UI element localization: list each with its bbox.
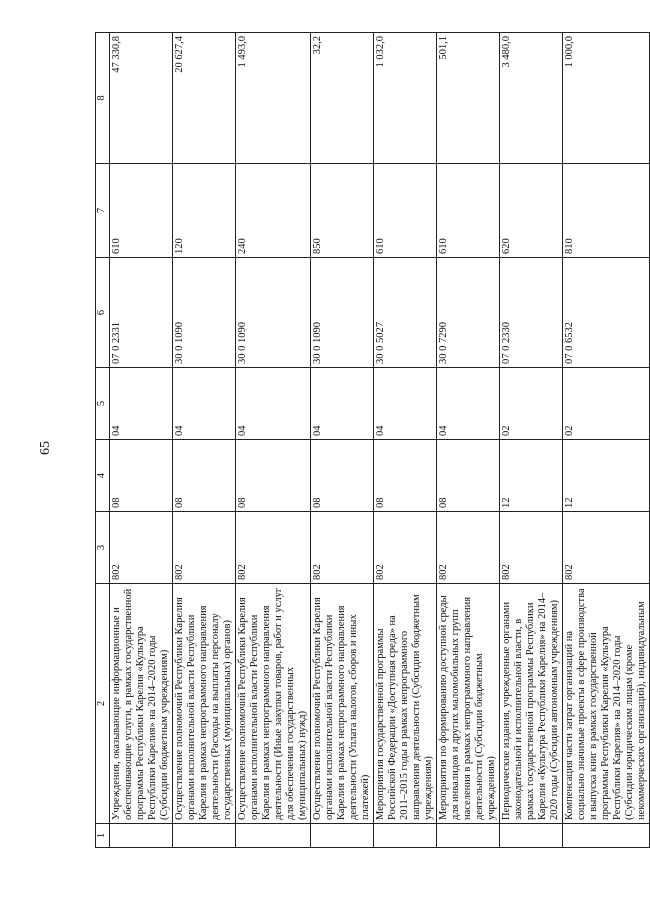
subsection-code-cell: 04 xyxy=(437,368,500,440)
row-number-cell xyxy=(110,824,173,848)
amount-cell: 47 330,8 xyxy=(110,33,173,164)
ministry-code-cell: 802 xyxy=(173,512,236,584)
subsection-code-cell: 04 xyxy=(311,368,374,440)
target-article-cell: 07 0 2331 xyxy=(110,258,173,368)
expense-type-cell: 850 xyxy=(311,164,374,258)
subsection-code-cell: 02 xyxy=(563,368,650,440)
header-cell: 3 xyxy=(96,512,110,584)
table-row xyxy=(563,33,650,848)
row-number-cell xyxy=(500,824,563,848)
expense-type-cell: 610 xyxy=(110,164,173,258)
header-cell: 2 xyxy=(96,584,110,824)
ministry-code-cell: 802 xyxy=(563,512,650,584)
table-row xyxy=(236,33,311,848)
table-row xyxy=(311,33,374,848)
row-number-cell xyxy=(173,824,236,848)
header-cell: 4 xyxy=(96,440,110,512)
expense-type-cell: 810 xyxy=(563,164,650,258)
header-cell: 1 xyxy=(96,824,110,848)
expense-type-cell: 610 xyxy=(374,164,437,258)
ministry-code-cell: 802 xyxy=(311,512,374,584)
section-code-cell: 08 xyxy=(236,440,311,512)
expense-name-cell: Компенсация части затрат организаций на социально значимые проекты в сфере производства и выпуска книг в рамках государственной программы Республики Карелия «Культура Республики Карелия» на 2014–2020 годы (Субсидии юридическим лицам (кроме некоммерческих организаций), индивидуальным xyxy=(563,584,650,824)
expense-name-cell: Учреждения, оказывающие информационные и обеспечивающие услуги, в рамках государственной программы Республики Карелия «Культура Республики Карелия» на 2014–2020 годы (Субсидии бюджетным учреждениям) xyxy=(110,584,173,824)
rotated-table-container xyxy=(95,33,647,848)
expense-name-cell: Осуществление полномочий Республики Карелия органами исполнительной власти Республики Карелия в рамках непрограммного направления деятельности (Уплата налогов, сборов и иных платежей) xyxy=(311,584,374,824)
target-article-cell: 30 0 7290 xyxy=(437,258,500,368)
expense-type-cell: 610 xyxy=(437,164,500,258)
subsection-code-cell: 04 xyxy=(236,368,311,440)
subsection-code-cell: 04 xyxy=(374,368,437,440)
expense-name-cell: Мероприятия по формированию доступной среды для инвалидов и других маломобильных групп населения в рамках непрограммного направления деятельности (Субсидии бюджетным учреждениям) xyxy=(437,584,500,824)
expense-name-cell: Мероприятия государственной программы Российской Федерации «Доступная среда» на 2011–2015 годы в рамках непрограммного направления деятельности (Субсидии бюджетным учреждениям) xyxy=(374,584,437,824)
amount-cell: 1 493,0 xyxy=(236,33,311,164)
page-number: 65 xyxy=(38,441,53,455)
target-article-cell: 30 0 1090 xyxy=(173,258,236,368)
table-row xyxy=(374,33,437,848)
target-article-cell: 07 0 6532 xyxy=(563,258,650,368)
table-row xyxy=(500,33,563,848)
row-number-cell xyxy=(437,824,500,848)
subsection-code-cell: 02 xyxy=(500,368,563,440)
header-cell: 5 xyxy=(96,368,110,440)
expense-type-cell: 240 xyxy=(236,164,311,258)
header-cell: 8 xyxy=(96,33,110,164)
section-code-cell: 08 xyxy=(173,440,236,512)
amount-cell: 1 032,0 xyxy=(374,33,437,164)
expense-type-cell: 620 xyxy=(500,164,563,258)
header-cell: 7 xyxy=(96,164,110,258)
budget-table xyxy=(95,32,650,848)
section-code-cell: 08 xyxy=(311,440,374,512)
ministry-code-cell: 802 xyxy=(374,512,437,584)
section-code-cell: 08 xyxy=(374,440,437,512)
amount-cell: 20 627,4 xyxy=(173,33,236,164)
amount-cell: 3 480,0 xyxy=(500,33,563,164)
subsection-code-cell: 04 xyxy=(110,368,173,440)
amount-cell: 501,1 xyxy=(437,33,500,164)
expense-type-cell: 120 xyxy=(173,164,236,258)
header-cell: 6 xyxy=(96,258,110,368)
expense-name-cell: Осуществление полномочий Республики Карелия органами исполнительной власти Республики Карелия в рамках непрограммного направления деятельности (Расходы на выплаты персоналу государственных (муниципальных) органов) xyxy=(173,584,236,824)
ministry-code-cell: 802 xyxy=(500,512,563,584)
expense-name-cell: Периодические издания, учрежденные органами законодательной и исполнительной власти, в рамках государственной программы Республики Карелия «Культура Республики Карелия» на 2014–2020 годы (Субсидии автономным учреждениям) xyxy=(500,584,563,824)
target-article-cell: 30 0 1090 xyxy=(236,258,311,368)
section-code-cell: 08 xyxy=(437,440,500,512)
row-number-cell xyxy=(374,824,437,848)
table-row xyxy=(437,33,500,848)
subsection-code-cell: 04 xyxy=(173,368,236,440)
section-code-cell: 08 xyxy=(110,440,173,512)
expense-name-cell: Осуществление полномочий Республики Карелия органами исполнительной власти Республики Карелия в рамках непрограммного направления деятельности (Иные закупки товаров, работ и услуг для обеспечения государственных (муниципальных) нужд) xyxy=(236,584,311,824)
target-article-cell: 30 0 5027 xyxy=(374,258,437,368)
amount-cell: 1 000,0 xyxy=(563,33,650,164)
row-number-cell xyxy=(311,824,374,848)
row-number-cell xyxy=(563,824,650,848)
target-article-cell: 30 0 1090 xyxy=(311,258,374,368)
amount-cell: 32,2 xyxy=(311,33,374,164)
ministry-code-cell: 802 xyxy=(236,512,311,584)
section-code-cell: 12 xyxy=(563,440,650,512)
table-row xyxy=(110,33,173,848)
table-row xyxy=(173,33,236,848)
ministry-code-cell: 802 xyxy=(437,512,500,584)
section-code-cell: 12 xyxy=(500,440,563,512)
ministry-code-cell: 802 xyxy=(110,512,173,584)
row-number-cell xyxy=(236,824,311,848)
target-article-cell: 07 0 2330 xyxy=(500,258,563,368)
header-row xyxy=(96,33,110,848)
